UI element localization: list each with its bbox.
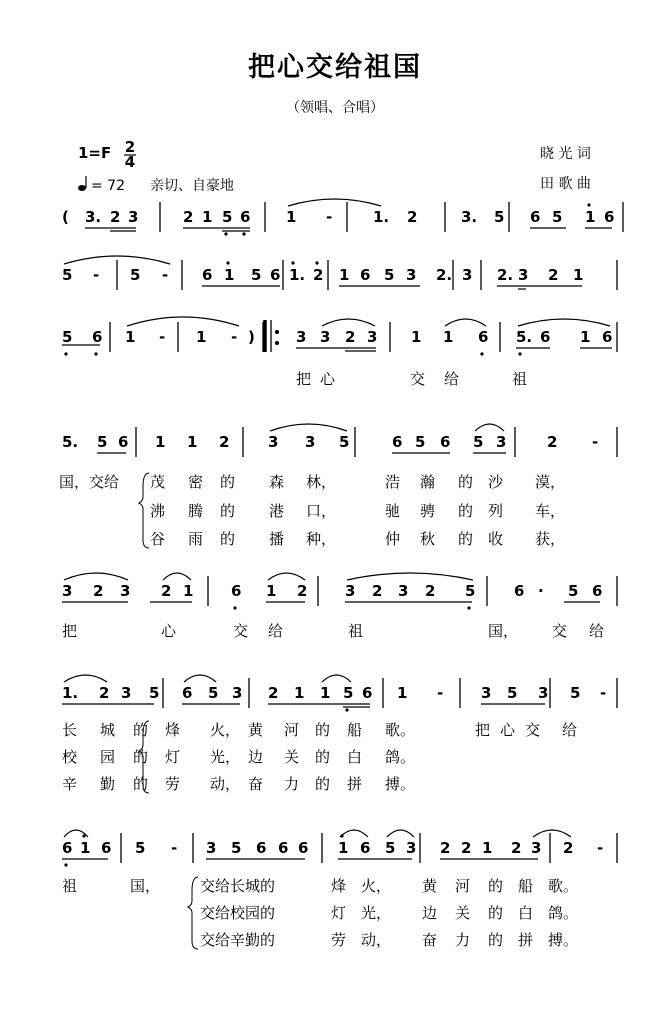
lyric-syllable: 把 (475, 721, 491, 739)
slur (127, 317, 239, 326)
lyric-syllable: 茂 (150, 473, 166, 491)
lyric-syllable: 谷 (150, 530, 166, 548)
lyric-syllable: 给 (562, 721, 578, 739)
tempo-mood: 亲切、自豪地 (150, 178, 234, 194)
octave-dot (587, 203, 590, 206)
lyric-syllable: 口， (306, 502, 337, 520)
lyric-syllable: 搏。 (548, 931, 579, 949)
lyric-syllable: 边 (422, 904, 438, 922)
lyric-syllable: 河 (455, 877, 471, 895)
lyric-syllable: 祖 (62, 877, 78, 895)
note: ( (62, 208, 69, 226)
note: 3 (406, 266, 417, 284)
lyric-syllable: 森 (269, 473, 285, 491)
lyric-syllable: 劳 (165, 775, 181, 793)
lyric-syllable: 心 (500, 721, 516, 739)
lyric-syllable: 火， (361, 877, 392, 895)
note: 6 (392, 433, 403, 451)
slur (445, 319, 486, 326)
note: 1 (482, 839, 493, 857)
lyric-syllable: 的 (220, 502, 236, 520)
note: - (592, 433, 599, 451)
note: - (162, 266, 169, 284)
note: 6 (298, 839, 309, 857)
note: 6 (360, 266, 371, 284)
note: 1. (289, 266, 306, 284)
lyric-syllable: 光， (210, 748, 241, 766)
note: 6 (530, 208, 541, 226)
note: 5 (149, 684, 160, 702)
note: 2 (407, 208, 418, 226)
note: 5. (62, 433, 79, 451)
note: 1 (580, 328, 591, 346)
lyric-syllable: 校 (62, 748, 78, 766)
lyric-syllable: 林， (306, 473, 337, 491)
lyric-syllable: 关 (284, 748, 300, 766)
lyric-syllable: 鸽。 (385, 748, 416, 766)
note: 1 (339, 266, 350, 284)
slur (387, 830, 414, 837)
lyric-syllable: 收 (488, 530, 504, 548)
note: 3 (320, 328, 331, 346)
note: - (597, 839, 604, 857)
note: 2 (268, 684, 279, 702)
octave-dot (64, 863, 67, 866)
lyric-syllable: 力 (455, 931, 471, 949)
lyric-syllable: 白 (347, 748, 363, 766)
lyric-syllable: 沙 (488, 473, 504, 491)
note: 5 (385, 839, 396, 857)
lyric-syllable: 的 (133, 721, 149, 739)
note: 5 (568, 582, 579, 600)
lyric-syllable: 港 (269, 502, 285, 520)
note: 6 (278, 839, 289, 857)
lyric-syllable: 雨 (188, 530, 204, 548)
note: 5 (384, 266, 395, 284)
note: 5 (208, 684, 219, 702)
lyric-syllable: 交给校园的 (200, 904, 276, 922)
lyric-syllable: 仲 (385, 530, 401, 548)
note: 2 (372, 582, 383, 600)
score-system (59, 424, 617, 548)
note: 1. (62, 684, 79, 702)
note: 6 (604, 208, 615, 226)
note: 5 (97, 433, 108, 451)
tempo-value: = 72 (91, 178, 125, 194)
note: 1 (155, 433, 166, 451)
lyric-syllable: 黄 (422, 877, 438, 895)
lyric-syllable: 搏。 (385, 775, 416, 793)
note: 1 (294, 684, 305, 702)
lyric-syllable: 动， (210, 775, 241, 793)
lyric-syllable: 的 (315, 748, 331, 766)
lyric-syllable: 勤 (100, 775, 116, 793)
note: 3 (406, 839, 417, 857)
note: 5 (570, 684, 581, 702)
slur (268, 573, 305, 580)
note: 2 (99, 684, 110, 702)
note: 1 (338, 839, 349, 857)
note: 6 (362, 684, 373, 702)
note: 5 (507, 684, 518, 702)
note: 3 (128, 208, 139, 226)
note: 1 (573, 266, 584, 284)
score-system (62, 830, 617, 949)
score-system (62, 317, 617, 388)
note: · (538, 582, 544, 600)
lyric-syllable: 的 (315, 721, 331, 739)
note: 3 (296, 328, 307, 346)
lyric-syllable: 歌。 (548, 877, 579, 895)
lyric-syllable: 奋 (422, 931, 438, 949)
lyric-syllable: 船 (518, 877, 534, 895)
lyric-syllable: 把 (62, 622, 78, 640)
note: 6 (592, 582, 603, 600)
note: 5 (135, 839, 146, 857)
note: 3. (461, 208, 478, 226)
score-body (59, 199, 623, 949)
lyric-syllable: 秋 (420, 530, 436, 548)
slur (64, 573, 128, 580)
note: 5 (339, 433, 350, 451)
lyric-syllable: 获， (535, 530, 566, 548)
time-signature-top: 2 (124, 138, 136, 156)
lyric-syllable: 船 (347, 721, 363, 739)
lyric-syllable: 国， (130, 877, 161, 895)
slur (518, 319, 610, 326)
lyric-syllable: 交给长城的 (200, 877, 276, 895)
note: 2 (548, 266, 559, 284)
octave-dot (242, 232, 245, 235)
note: - (600, 684, 607, 702)
note: 6 (440, 433, 451, 451)
note: 3 (496, 433, 507, 451)
lyric-syllable: 火， (210, 721, 241, 739)
note: 1 (266, 582, 277, 600)
score-system (62, 573, 617, 640)
lyric-syllable: 祖 (348, 622, 364, 640)
note: 6 (182, 684, 193, 702)
note: 2 (297, 582, 308, 600)
note: 5 (552, 208, 563, 226)
lyric-syllable: 交 (233, 622, 249, 640)
performance-note: （领唱、合唱） (286, 100, 384, 116)
note: 2 (461, 839, 472, 857)
lyric-syllable: 种， (306, 530, 337, 548)
repeat-dot (275, 341, 279, 345)
note: 6 (231, 582, 242, 600)
lyric-syllable: 沸 (150, 502, 166, 520)
note: - (231, 328, 238, 346)
note: 2. (436, 266, 453, 284)
octave-dot (82, 834, 85, 837)
note: 3 (120, 582, 131, 600)
lyric-syllable: 的 (133, 775, 149, 793)
note: 2 (511, 839, 522, 857)
lyricist-credit: 晓 光 词 (540, 146, 591, 162)
lyric-syllable: 城 (100, 721, 116, 739)
note: 1 (286, 208, 297, 226)
lyric-syllable: 灯 (331, 904, 347, 922)
note: 3 (345, 582, 356, 600)
note: 2 (563, 839, 574, 857)
note: 3 (462, 266, 473, 284)
slur (322, 319, 375, 326)
note: 3. (85, 208, 102, 226)
note: 5 (473, 433, 484, 451)
lyric-syllable: 白 (518, 904, 534, 922)
lyric-syllable: 河 (284, 721, 300, 739)
verse-brace (139, 473, 149, 548)
slur (347, 573, 473, 580)
lyric-syllable: 烽 (165, 721, 181, 739)
octave-dot (518, 352, 521, 355)
slur (64, 675, 107, 682)
lyric-syllable: 瀚 (420, 473, 436, 491)
lyric-syllable: 的 (458, 530, 474, 548)
lyric-syllable: 心 (161, 622, 177, 640)
song-title: 把心交给祖国 (248, 52, 422, 83)
note: 1 (187, 433, 198, 451)
slur (475, 424, 504, 431)
lyric-syllable: 辛 (62, 775, 78, 793)
note: 2. (497, 266, 514, 284)
note: 5 (62, 266, 73, 284)
octave-dot (64, 352, 67, 355)
note: 2 (161, 582, 172, 600)
note: 2 (425, 582, 436, 600)
octave-dot (94, 352, 97, 355)
lyric-syllable: 歌。 (385, 721, 416, 739)
slur (322, 675, 351, 682)
note: 2 (183, 208, 194, 226)
lyric-syllable: 的 (315, 775, 331, 793)
note: 6 (62, 839, 73, 857)
note: 3 (62, 582, 73, 600)
lyric-syllable: 骋 (420, 502, 436, 520)
note: 1. (373, 208, 390, 226)
note: 5 (415, 433, 426, 451)
composer-credit: 田 歌 曲 (540, 176, 591, 192)
note: 5. (516, 328, 533, 346)
note: - (93, 266, 100, 284)
note: 1 (585, 208, 596, 226)
note: 2 (345, 328, 356, 346)
score-system (62, 675, 617, 793)
lyric-syllable: 的 (458, 502, 474, 520)
lyric-syllable: 车， (535, 502, 566, 520)
note: 1 (320, 684, 331, 702)
lyric-syllable: 拼 (347, 775, 363, 793)
note: 6 (92, 328, 103, 346)
slur (340, 830, 368, 837)
note: 1 (224, 266, 235, 284)
note: 2 (93, 582, 104, 600)
note: 6 (270, 266, 281, 284)
octave-dot (233, 606, 236, 609)
note: 6 (101, 839, 112, 857)
lyric-syllable: 的 (488, 904, 504, 922)
verse-brace (188, 877, 198, 949)
lyric-syllable: 交 (525, 721, 541, 739)
note: - (326, 208, 333, 226)
score-system (62, 256, 617, 290)
note: 3 (531, 839, 542, 857)
lyric-syllable: 边 (248, 748, 264, 766)
note: 2 (110, 208, 121, 226)
slur (288, 199, 381, 206)
note: 5 (130, 266, 141, 284)
note: 6 (478, 328, 489, 346)
note: 1 (443, 328, 454, 346)
lyric-syllable: 黄 (248, 721, 264, 739)
lyric-syllable: 关 (455, 904, 471, 922)
lyric-syllable: 拼 (518, 931, 534, 949)
note: 5 (222, 208, 233, 226)
lyric-syllable: 给 (268, 622, 284, 640)
note: 5 (465, 582, 476, 600)
note: 1 (411, 328, 422, 346)
lyric-syllable: 长 (62, 721, 78, 739)
note: 1 (202, 208, 213, 226)
note: 6 (118, 433, 129, 451)
note: 2 (313, 266, 324, 284)
note: 1 (196, 328, 207, 346)
note: 1 (397, 684, 408, 702)
lyric-syllable: 国，交给 (59, 473, 120, 491)
quarter-note-icon (78, 176, 86, 191)
lyric-syllable: 给 (589, 622, 605, 640)
lyric-syllable: 祖 (512, 370, 528, 388)
octave-dot (480, 352, 483, 355)
octave-dot (467, 606, 470, 609)
note: 5 (251, 266, 262, 284)
note: 3 (538, 684, 549, 702)
lyric-syllable: 鸽。 (548, 904, 579, 922)
note: 3 (206, 839, 217, 857)
lyric-syllable: 国， (488, 622, 519, 640)
note: 2 (547, 433, 558, 451)
lyric-syllable: 的 (488, 931, 504, 949)
note: 6 (540, 328, 551, 346)
note: 3 (398, 582, 409, 600)
lyric-syllable: 的 (220, 530, 236, 548)
repeat-dot (275, 330, 279, 334)
note: 5 (343, 684, 354, 702)
lyric-syllable: 列 (488, 502, 504, 520)
score-system (62, 199, 623, 236)
lyric-syllable: 交 (410, 370, 426, 388)
lyric-syllable: 劳 (331, 931, 347, 949)
note: 3 (367, 328, 378, 346)
octave-dot (226, 261, 229, 264)
octave-dot (345, 708, 348, 711)
note: 1 (183, 582, 194, 600)
slur (163, 573, 191, 580)
lyric-syllable: 交 (552, 622, 568, 640)
note: - (159, 328, 166, 346)
lyric-syllable: 的 (488, 877, 504, 895)
octave-dot (224, 232, 227, 235)
note: - (437, 684, 444, 702)
lyric-syllable: 给 (444, 370, 460, 388)
lyric-syllable: 播 (269, 530, 285, 548)
note: 3 (121, 684, 132, 702)
note: 5 (231, 839, 242, 857)
note: 3 (268, 433, 279, 451)
note: 3 (518, 266, 529, 284)
lyric-syllable: 奋 (248, 775, 264, 793)
note: 3 (232, 684, 243, 702)
note: 6 (202, 266, 213, 284)
note: 6 (240, 208, 251, 226)
note: 1 (125, 328, 136, 346)
note: 3 (481, 684, 492, 702)
slur (184, 675, 216, 682)
note: 5 (494, 208, 505, 226)
lyric-syllable: 光， (361, 904, 392, 922)
note: 6 (256, 839, 267, 857)
note: 2 (440, 839, 451, 857)
lyric-syllable: 驰 (385, 502, 401, 520)
lyric-syllable: 密 (188, 473, 204, 491)
lyric-syllable: 动， (361, 931, 392, 949)
lyric-syllable: 园 (100, 748, 116, 766)
lyric-syllable: 腾 (188, 502, 204, 520)
lyric-syllable: 烽 (331, 877, 347, 895)
lyric-syllable: 的 (220, 473, 236, 491)
time-signature-bottom: 4 (124, 153, 136, 171)
note: 6 (514, 582, 525, 600)
note: 5 (62, 328, 73, 346)
lyric-syllable: 交给辛勤的 (200, 931, 276, 949)
lyric-syllable: 漠， (535, 473, 566, 491)
lyric-syllable: 浩 (385, 473, 401, 491)
note: 6 (360, 839, 371, 857)
note: - (171, 839, 178, 857)
key-signature: 1=F (78, 144, 112, 162)
lyric-syllable: 灯 (165, 748, 181, 766)
note: 6 (602, 328, 613, 346)
slur (533, 830, 571, 837)
note: 1 (80, 839, 91, 857)
lyric-syllable: 把 (296, 370, 312, 388)
note: 3 (305, 433, 316, 451)
note: ) (248, 328, 255, 346)
slur (270, 424, 347, 431)
lyric-syllable: 的 (458, 473, 474, 491)
note: 2 (219, 433, 230, 451)
lyric-syllable: 力 (284, 775, 300, 793)
octave-dot (291, 261, 294, 264)
lyric-syllable: 心 (320, 370, 336, 388)
octave-dot (315, 261, 318, 264)
lyric-syllable: 的 (133, 748, 149, 766)
